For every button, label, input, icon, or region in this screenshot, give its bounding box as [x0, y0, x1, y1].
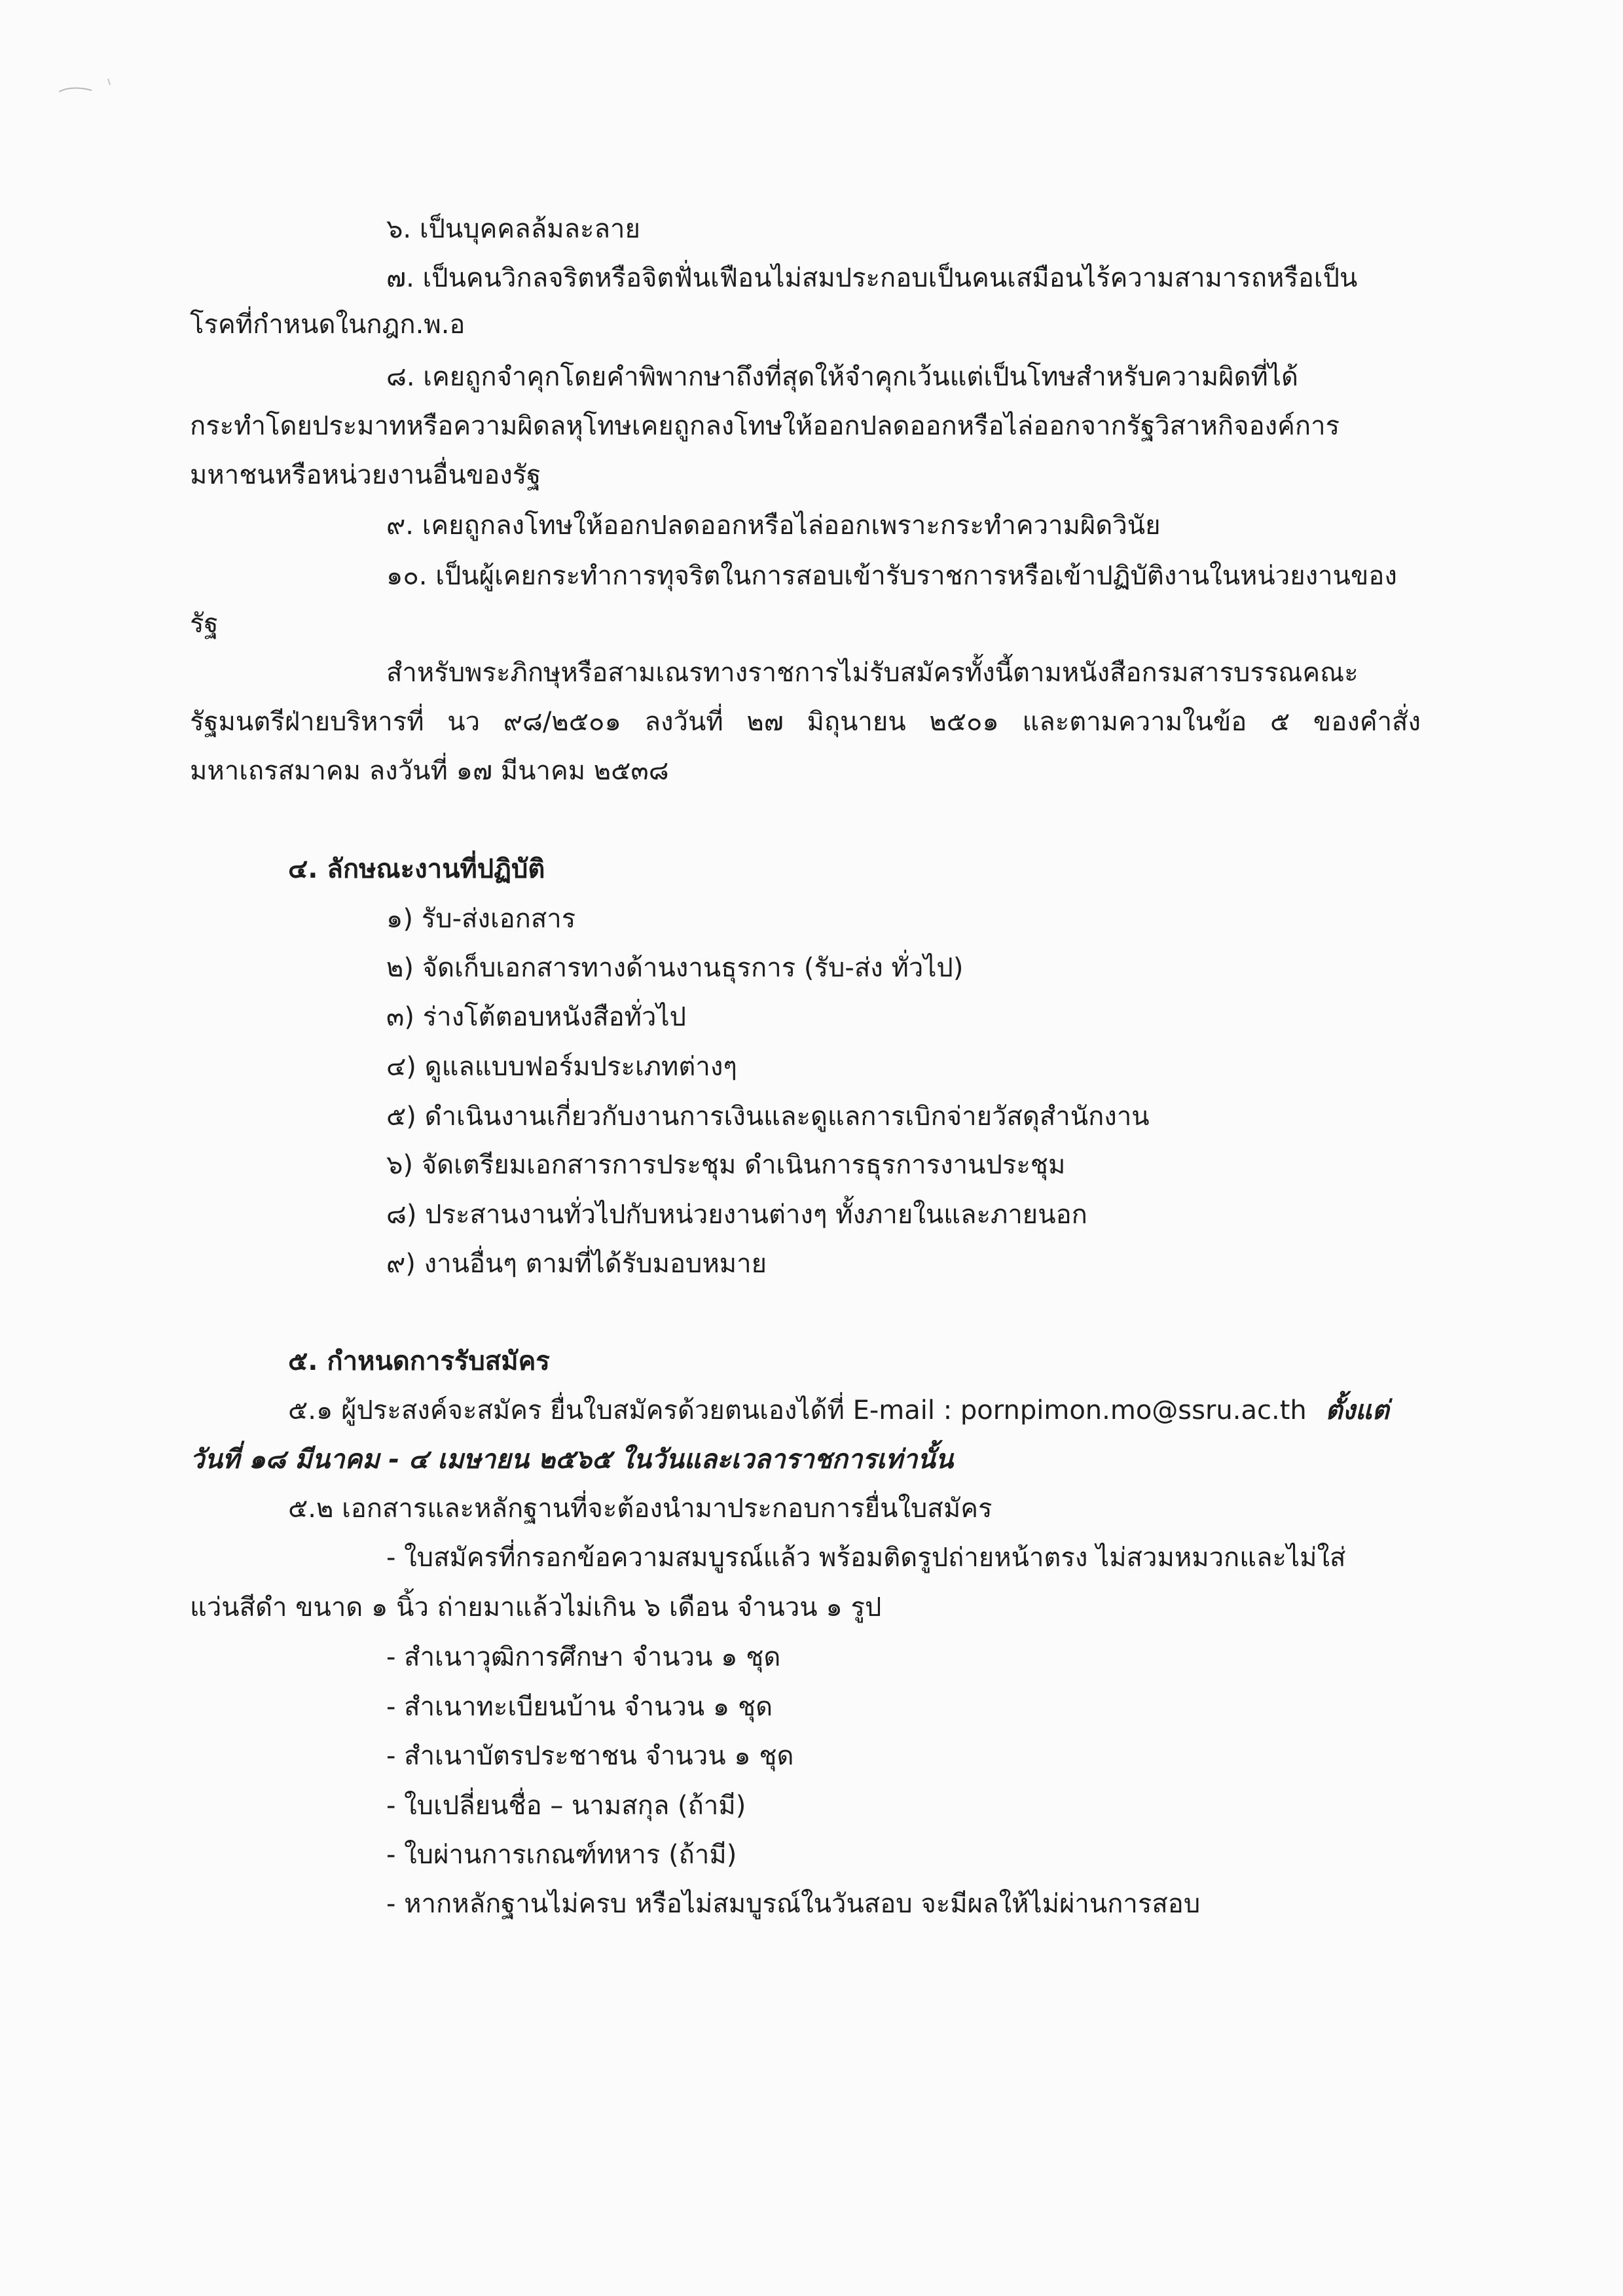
qualification-8-line3: มหาชนหรือหน่วยงานอื่นของรัฐ [190, 460, 541, 490]
qualification-8-line1: ๘. เคยถูกจำคุกโดยคำพิพากษาถึงที่สุดให้จำคุกเว้นแต่เป็นโทษสำหรับความผิดที่ได้ [386, 362, 1299, 392]
required-documents-heading: ๕.๒ เอกสารและหลักฐานที่จะต้องนำมาประกอบการยื่นใบสมัคร [288, 1494, 993, 1524]
duty-item: ๖) จัดเตรียมเอกสารการประชุม ดำเนินการธุรการงานประชุม [386, 1150, 1066, 1180]
application-period-start: ตั้งแต่ [1325, 1395, 1389, 1426]
duty-item: ๓) ร่างโต้ตอบหนังสือทั่วไป [386, 1002, 687, 1032]
qualification-6: ๖. เป็นบุคคลล้มละลาย [386, 214, 640, 244]
required-document: - สำเนาทะเบียนบ้าน จำนวน ๑ ชุด [386, 1692, 773, 1722]
duty-item: ๕) ดำเนินงานเกี่ยวกับงานการเงินและดูแลการเบิกจ่ายวัสดุสำนักงาน [386, 1102, 1150, 1132]
section-4-heading: ๔. ลักษณะงานที่ปฏิบัติ [288, 854, 545, 884]
qualification-7-line2: โรคที่กำหนดในกฎก.พ.อ [190, 310, 465, 340]
application-email-text: ๕.๑ ผู้ประสงค์จะสมัคร ยื่นใบสมัครด้วยตนเองได้ที่ E-mail : pornpimon.mo@ssru.ac.th [288, 1395, 1307, 1426]
duty-item: ๒) จัดเก็บเอกสารทางด้านงานธุรการ (รับ-ส่ง ทั่วไป) [386, 953, 964, 983]
duty-item: ๔) ดูแลแบบฟอร์มประเภทต่างๆ [386, 1052, 737, 1082]
monk-note-line2: รัฐมนตรีฝ่ายบริหารที่ นว ๙๘/๒๕๐๑ ลงวันที่ ๒๗ มิถุนายน ๒๕๐๑ และตามความในข้อ ๕ ของคำสั่ง [190, 707, 1421, 737]
scan-smudge-mark [52, 65, 118, 105]
duty-item: ๑) รับ-ส่งเอกสาร [386, 904, 576, 934]
section-5-heading: ๕. กำหนดการรับสมัคร [288, 1346, 550, 1376]
monk-note-line3: มหาเถรสมาคม ลงวันที่ ๑๗ มีนาคม ๒๕๓๘ [190, 756, 669, 786]
required-document: - สำเนาบัตรประชาชน จำนวน ๑ ชุด [386, 1741, 794, 1771]
required-document-photo-line2: แว่นสีดำ ขนาด ๑ นิ้ว ถ่ายมาแล้วไม่เกิน ๖ เดือน จำนวน ๑ รูป [190, 1592, 882, 1623]
required-document: - ใบเปลี่ยนชื่อ – นามสกุล (ถ้ามี) [386, 1791, 746, 1821]
application-info-line1 [288, 1392, 1389, 1429]
duty-item: ๘) ประสานงานทั่วไปกับหน่วยงานต่างๆ ทั้งภายในและภายนอก [386, 1200, 1087, 1230]
required-document: - สำเนาวุฒิการศึกษา จำนวน ๑ ชุด [386, 1642, 781, 1672]
duty-item: ๙) งานอื่นๆ ตามที่ได้รับมอบหมาย [386, 1249, 767, 1279]
qualification-9: ๙. เคยถูกลงโทษให้ออกปลดออกหรือไล่ออกเพราะกระทำความผิดวินัย [386, 511, 1161, 541]
qualification-10-line1: ๑๐. เป็นผู้เคยกระทำการทุจริตในการสอบเข้ารับราชการหรือเข้าปฏิบัติงานในหน่วยงานของ [386, 561, 1397, 591]
required-document: - หากหลักฐานไม่ครบ หรือไม่สมบูรณ์ในวันสอบ จะมีผลให้ไม่ผ่านการสอบ [386, 1889, 1201, 1919]
qualification-10-line2: รัฐ [190, 609, 219, 639]
qualification-7-line1: ๗. เป็นคนวิกลจริตหรือจิตฟั่นเฟือนไม่สมประกอบเป็นคนเสมือนไร้ความสามารถหรือเป็น [386, 263, 1358, 293]
required-document-photo-line1: - ใบสมัครที่กรอกข้อความสมบูรณ์แล้ว พร้อมติดรูปถ่ายหน้าตรง ไม่สวมหมวกและไม่ใส่ [386, 1543, 1346, 1573]
required-document: - ใบผ่านการเกณฑ์ทหาร (ถ้ามี) [386, 1840, 737, 1870]
qualification-8-line2: กระทำโดยประมาทหรือความผิดลหุโทษเคยถูกลงโทษให้ออกปลดออกหรือไล่ออกจากรัฐวิสาหกิจองค์การ [190, 411, 1340, 441]
application-period: วันที่ ๑๘ มีนาคม - ๔ เมษายน ๒๕๖๕ ในวันและเวลาราชการเท่านั้น [190, 1444, 954, 1475]
monk-note-line1: สำหรับพระภิกษุหรือสามเณรทางราชการไม่รับสมัครทั้งนี้ตามหนังสือกรมสารบรรณคณะ [386, 658, 1359, 688]
